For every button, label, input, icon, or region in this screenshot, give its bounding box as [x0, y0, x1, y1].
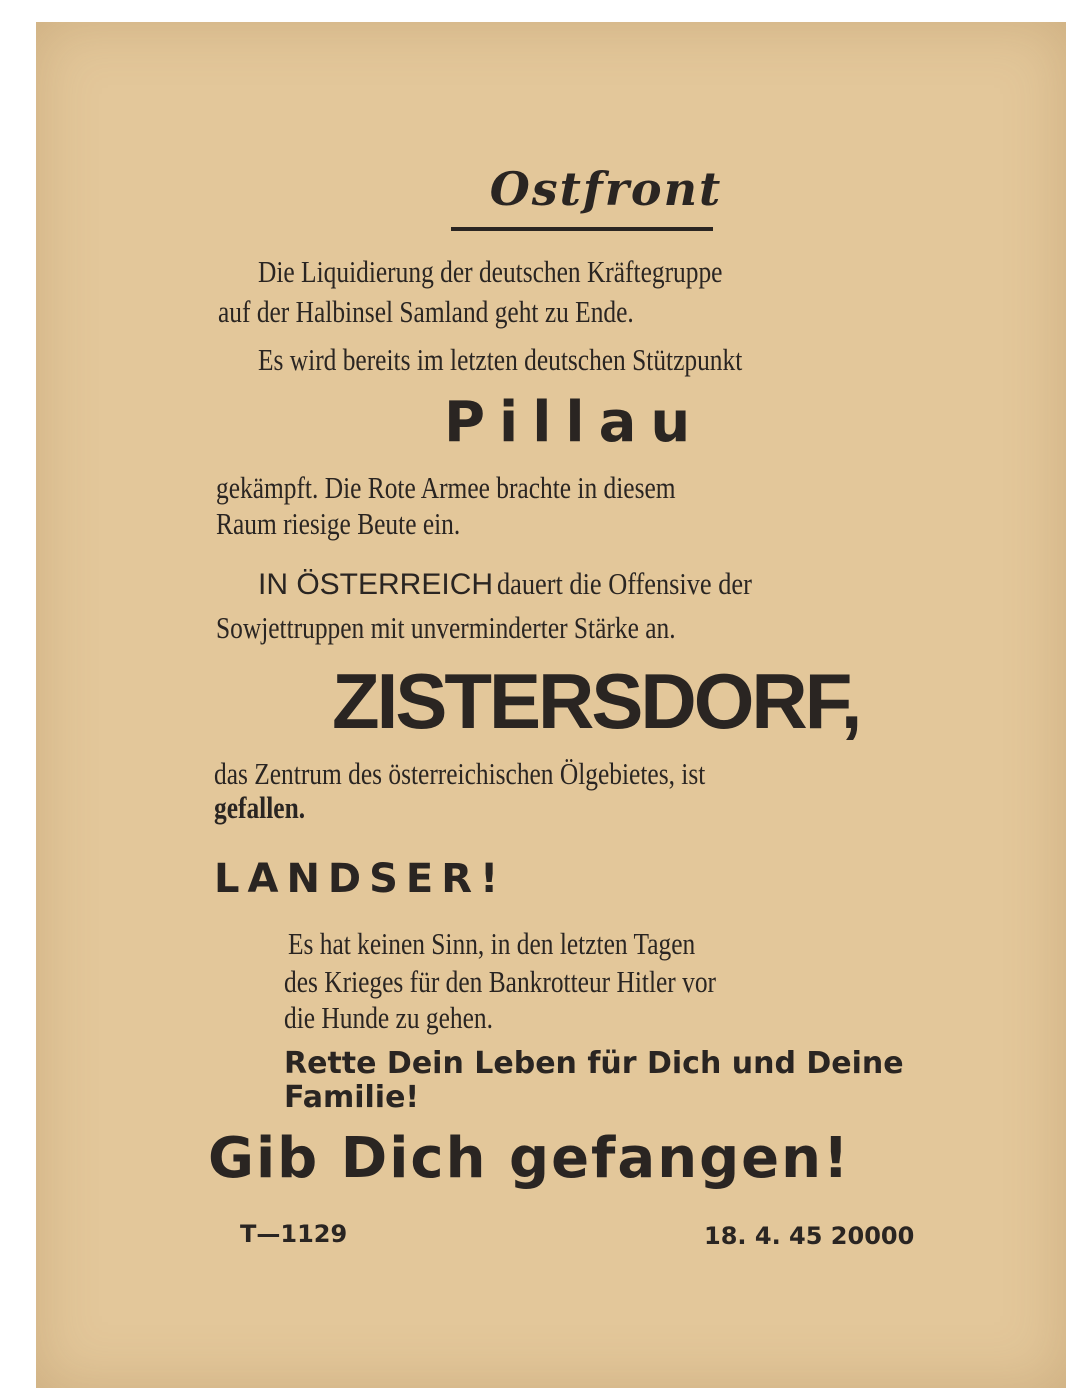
paragraph-6-line-1: Es hat keinen Sinn, in den letzten Tagen: [288, 926, 696, 961]
austria-lead: IN ÖSTERREICH: [258, 568, 494, 601]
landser-heading: LANDSER!: [214, 856, 507, 902]
paragraph-4-line-2: Sowjettruppen mit unverminderter Stärke an.: [216, 610, 676, 645]
paragraph-5-line-1: das Zentrum des österreichischen Ölgebietes, ist: [214, 756, 706, 791]
paragraph-6-line-3: die Hunde zu gehen.: [284, 1000, 493, 1035]
leaflet-code: T—1129: [240, 1220, 348, 1248]
paragraph-4-rest: dauert die Offensive der: [497, 566, 752, 601]
rette-line-2: Familie!: [284, 1080, 420, 1115]
title-underline: [451, 227, 713, 231]
rette-line-1: Rette Dein Leben für Dich und Deine: [284, 1046, 904, 1081]
paragraph-6-line-2: des Krieges für den Bankrotteur Hitler vor: [284, 964, 717, 999]
paragraph-4-line-1: [258, 566, 797, 602]
pillau-heading: Pillau: [444, 390, 705, 455]
paragraph-1-line-1: Die Liquidierung der deutschen Kräftegruppe: [258, 254, 723, 289]
leaflet-sheet: [36, 22, 1066, 1388]
leaflet-title: Ostfront: [489, 162, 723, 216]
zistersdorf-heading: ZISTERSDORF,: [332, 657, 860, 745]
paragraph-2-line-1: Es wird bereits im letzten deutschen Stützpunkt: [258, 342, 743, 377]
gib-dich-gefangen-heading: Gib Dich gefangen!: [208, 1126, 851, 1191]
paragraph-5-line-2: gefallen.: [214, 790, 306, 825]
paragraph-1-line-2: auf der Halbinsel Samland geht zu Ende.: [218, 294, 634, 329]
paragraph-3-line-1: gekämpft. Die Rote Armee brachte in diesem: [216, 470, 676, 505]
print-info: 18. 4. 45 20000: [704, 1222, 915, 1250]
paragraph-3-line-2: Raum riesige Beute ein.: [216, 506, 461, 541]
